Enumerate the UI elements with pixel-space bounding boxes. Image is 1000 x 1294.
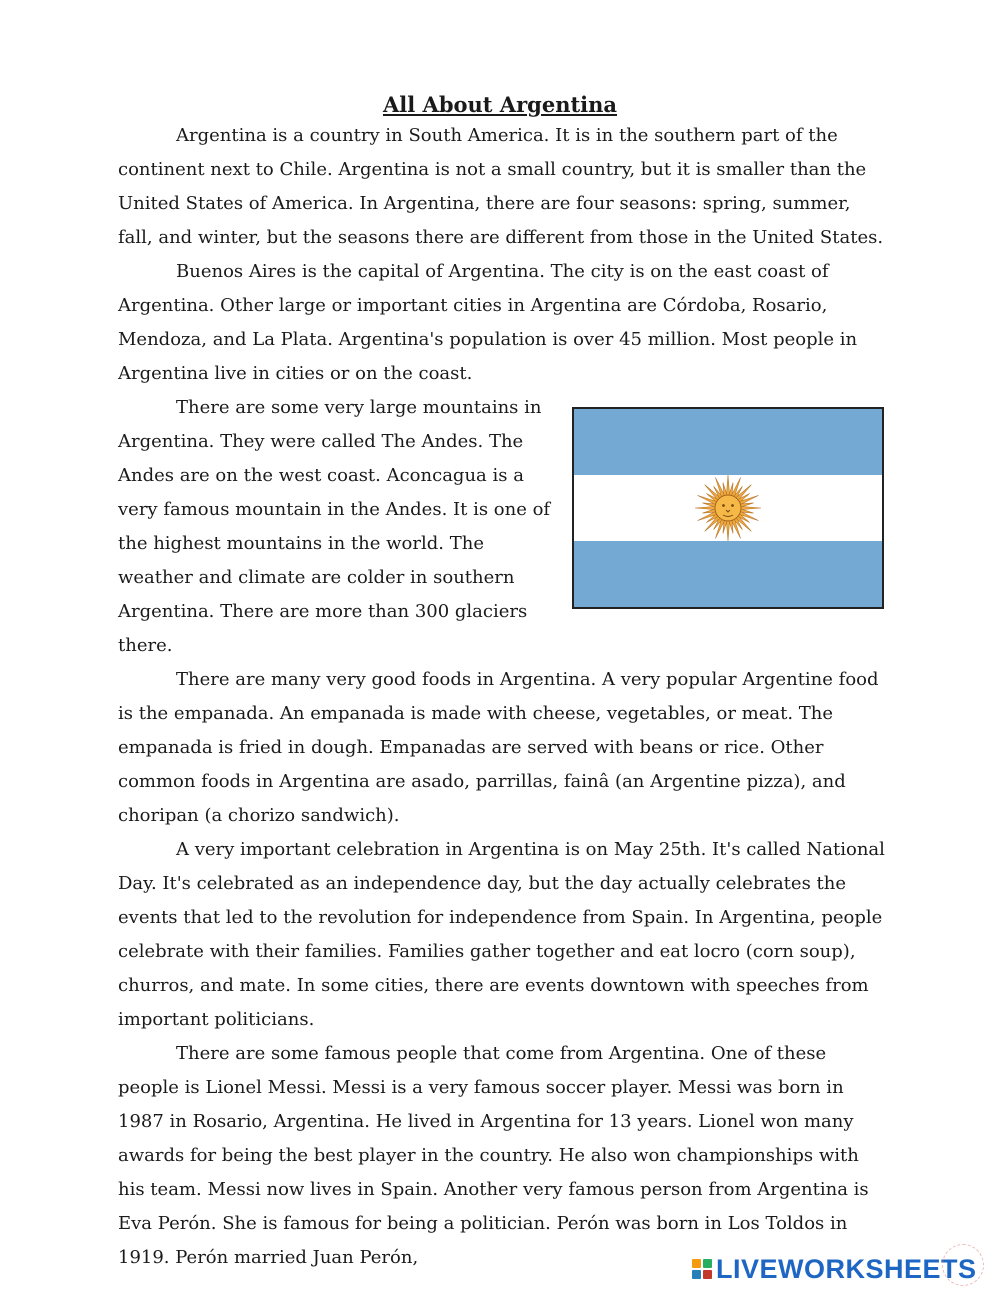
paragraph-mountains: There are some very large mountains in Argentina. They were called The Andes. The Andes are on the west coast. Aconcagua is a very famous mountain in the Andes. It is one of the highest mountains in the world. The weather and climate are colder in southern Argentina. There are more than 300 glaciers there. bbox=[118, 397, 551, 656]
paragraph-intro: Argentina is a country in South America. It is in the southern part of the continent next to Chile. Argentina is not a small country, but it is smaller than the United States of America. In Argentina, there are four seasons: spring, summer, fall, and winter, but the seasons there are different from those in the United States. bbox=[118, 125, 884, 248]
brand-name: LIVEWORKSHEETS bbox=[716, 1253, 977, 1284]
sun-ray bbox=[726, 520, 729, 541]
sun-of-may-icon bbox=[693, 473, 763, 543]
paragraph-foods: There are many very good foods in Argentina. A very popular Argentine food is the empanada. An empanada is made with cheese, vegetables, or meat. The empanada is fried in dough. Empanadas are served with beans or rice. Other common foods in Argentina are asado, parrillas, fainâ (an Argentine pizza), and choripan (a chorizo sandwich). bbox=[118, 669, 879, 826]
paragraph-famous-people: There are some famous people that come from Argentina. One of these people is Lionel Messi. Messi is a very famous soccer player. Messi was born in 1987 in Rosario, Argentina. He lived in Argentina for 13 years. Lionel won many awards for being the best player in the country. He also won championships with his team. Messi now lives in Spain. Another very famous person from Argentina is Eva Perón. She is famous for being a politician. Perón was born in Los Toldos in 1919. Perón married Juan Perón, bbox=[118, 1043, 869, 1268]
article-body bbox=[118, 119, 886, 1275]
liveworksheets-logo bbox=[692, 1254, 977, 1284]
page-title: All About Argentina bbox=[382, 92, 618, 117]
argentina-flag-icon bbox=[572, 407, 884, 609]
logo-blocks-icon bbox=[692, 1259, 712, 1279]
flag-stripe-bottom bbox=[574, 541, 882, 607]
paragraph-celebration: A very important celebration in Argentina is on May 25th. It's called National Day. It's celebrated as an independence day, but the day actually celebrates the events that led to the revolution for independence from Spain. In Argentina, people celebrate with their families. Families gather together and eat locro (corn soup), churros, and mate. In some cities, there are events downtown with speeches from important politicians. bbox=[118, 839, 885, 1030]
sun-ray bbox=[726, 475, 729, 496]
sun-ray bbox=[695, 506, 716, 509]
flag-stripe-top bbox=[574, 409, 882, 475]
sun-ray bbox=[740, 506, 761, 509]
stamp-icon bbox=[942, 1244, 984, 1286]
paragraph-capital: Buenos Aires is the capital of Argentina. The city is on the east coast of Argentina. Other large or important cities in Argentina are Córdoba, Rosario, Mendoza, and La Plata. Argentina's population is over 45 million. Most people in Argentina live in cities or on the coast. bbox=[118, 261, 858, 384]
